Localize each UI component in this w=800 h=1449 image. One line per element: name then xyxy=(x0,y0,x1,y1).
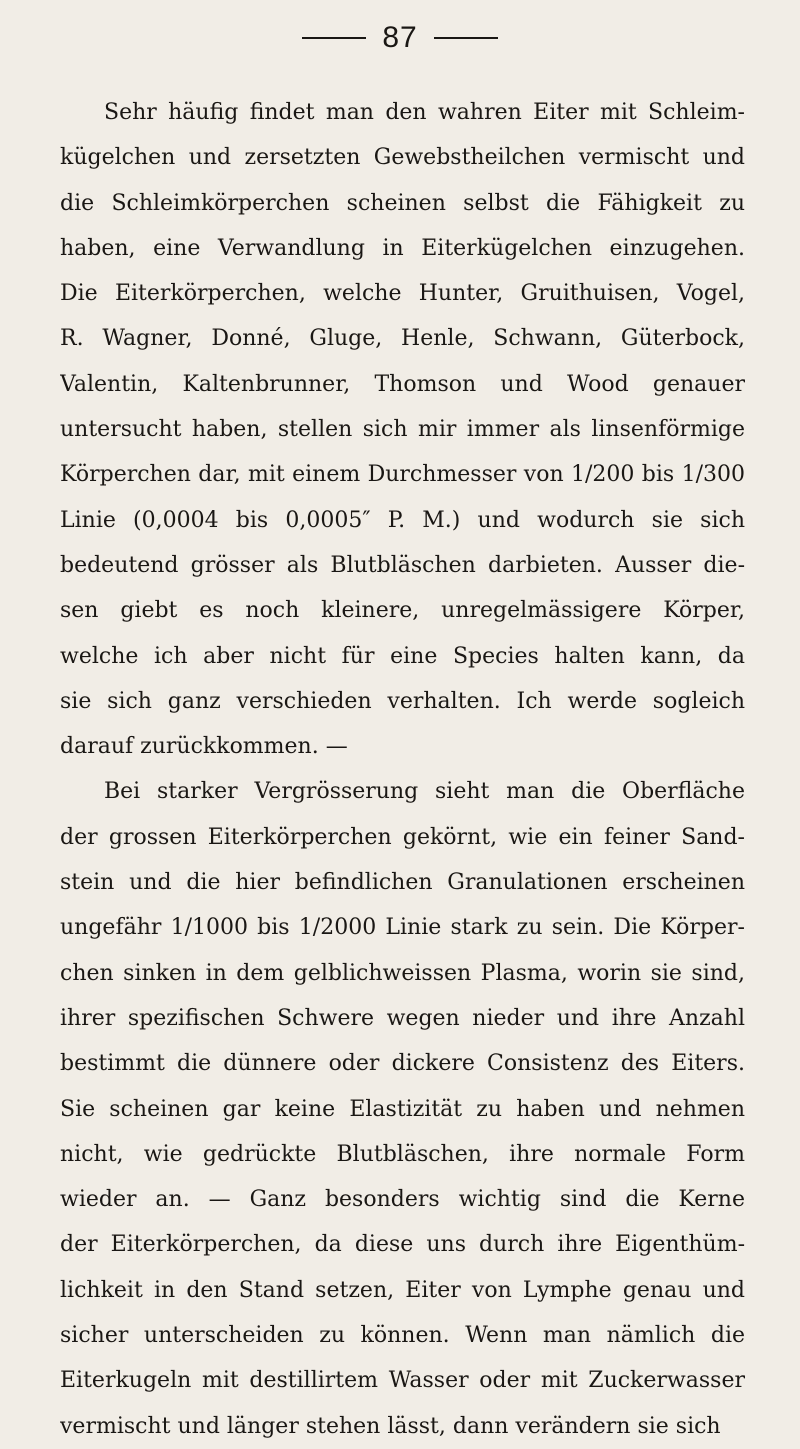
text-line: ungefähr 1/1000 bis 1/2000 Linie stark zu sein. Die Körper- xyxy=(60,915,745,941)
text-line: Die Eiterkörperchen, welche Hunter, Gruithuisen, Vogel, xyxy=(60,281,745,307)
page-header xyxy=(0,18,800,58)
text-line: der grossen Eiterkörperchen gekörnt, wie ein feiner Sand- xyxy=(60,824,745,850)
text-line: haben, eine Verwandlung in Eiterkügelchen einzugehen. xyxy=(60,235,745,261)
text-line: darauf zurückkommen. — xyxy=(60,734,348,760)
page-number: 87 xyxy=(382,21,418,54)
text-line: chen sinken in dem gelblichweissen Plasma, worin sie sind, xyxy=(60,960,745,986)
text-line: Bei starker Vergrösserung sieht man die Oberfläche xyxy=(104,779,745,805)
text-line: ihrer spezifischen Schwere wegen nieder und ihre Anzahl xyxy=(60,1005,745,1031)
header-rule-right xyxy=(434,37,498,39)
text-line: lichkeit in den Stand setzen, Eiter von Lymphe genau und xyxy=(60,1277,745,1303)
text-line: stein und die hier befindlichen Granulationen erscheinen xyxy=(60,870,745,896)
text-line: bestimmt die dünnere oder dickere Consistenz des Eiters. xyxy=(60,1051,745,1077)
body-text xyxy=(60,90,745,1449)
text-line: vermischt und länger stehen lässt, dann verändern sie sich xyxy=(60,1413,721,1439)
text-line: Eiterkugeln mit destillirtem Wasser oder mit Zuckerwasser xyxy=(60,1368,745,1394)
text-line: sicher unterscheiden zu können. Wenn man nämlich die xyxy=(60,1323,745,1349)
text-line: untersucht haben, stellen sich mir immer als linsenförmige xyxy=(60,417,745,443)
text-line: die Schleimkörperchen scheinen selbst die Fähigkeit zu xyxy=(60,190,745,216)
text-line: Valentin, Kaltenbrunner, Thomson und Wood genauer xyxy=(60,371,745,397)
text-line: der Eiterkörperchen, da diese uns durch ihre Eigenthüm- xyxy=(60,1232,745,1258)
text-line: Linie (0,0004 bis 0,0005″ P. M.) und wodurch sie sich xyxy=(60,507,745,533)
text-line: welche ich aber nicht für eine Species halten kann, da xyxy=(60,643,745,669)
text-line: Sie scheinen gar keine Elastizität zu haben und nehmen xyxy=(60,1096,745,1122)
text-line: sie sich ganz verschieden verhalten. Ich werde sogleich xyxy=(60,688,745,714)
text-line: nicht, wie gedrückte Blutbläschen, ihre normale Form xyxy=(60,1141,745,1167)
text-line: Sehr häufig findet man den wahren Eiter mit Schleim- xyxy=(104,100,745,125)
text-line: kügelchen und zersetzten Gewebstheilchen vermischt und xyxy=(60,145,745,171)
text-line: Körperchen dar, mit einem Durchmesser von 1/200 bis 1/300 xyxy=(60,462,745,488)
text-line: bedeutend grösser als Blutbläschen darbieten. Ausser die- xyxy=(60,552,745,578)
text-line: R. Wagner, Donné, Gluge, Henle, Schwann, Güterbock, xyxy=(60,326,745,352)
header-rule-left xyxy=(302,37,366,39)
text-line: wieder an. — Ganz besonders wichtig sind die Kerne xyxy=(60,1187,745,1213)
text-line: sen giebt es noch kleinere, unregelmässigere Körper, xyxy=(60,598,745,624)
